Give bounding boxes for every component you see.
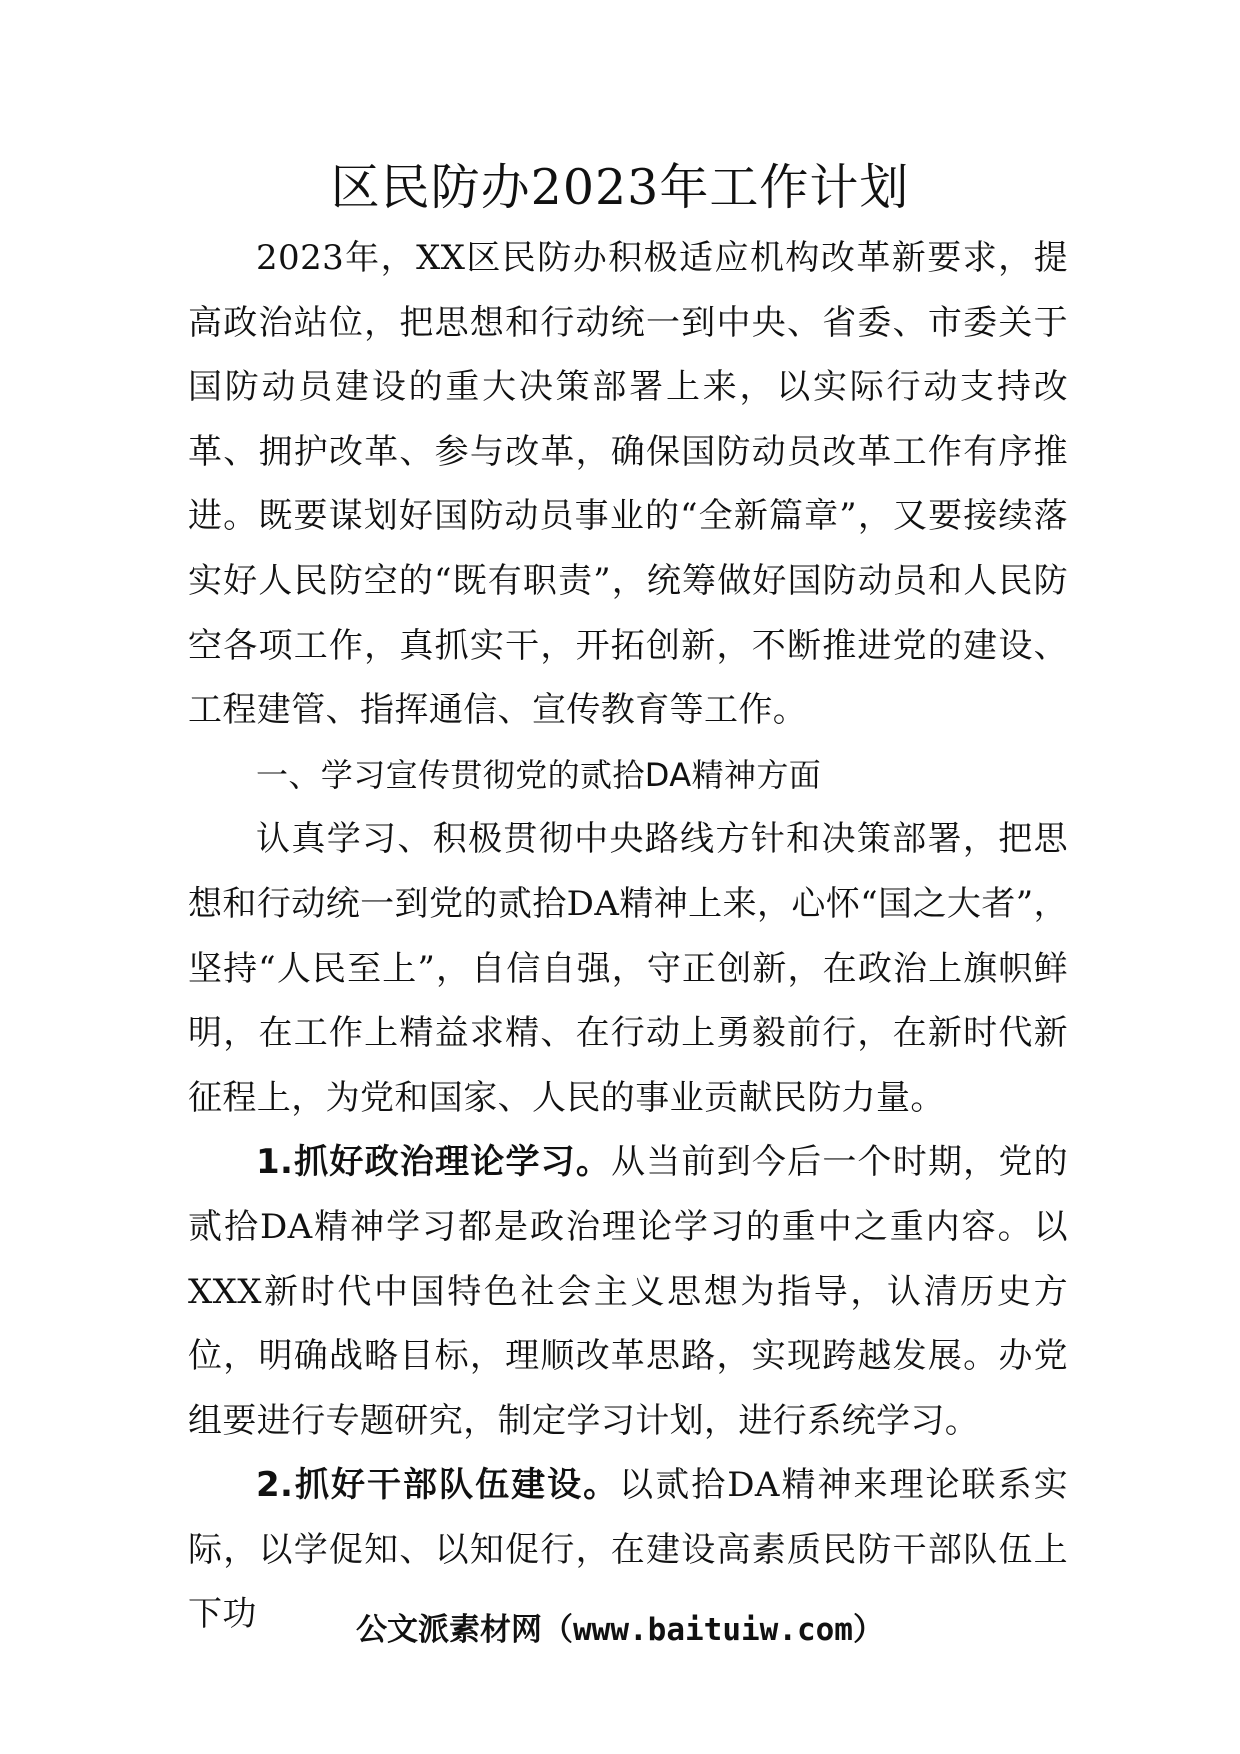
item-2-text: 以贰拾DA精神来理论联系实际，以学促知、以知促行，在建设高素质民防干部队伍上下功 [188,1465,1068,1635]
item-1-paragraph [188,1130,1068,1453]
item-2-lead: 2.抓好干部队伍建设。 [256,1465,620,1506]
section-1-heading: 一、学习宣传贯彻党的贰拾DA精神方面 [256,755,822,794]
footer-watermark: 公文派素材网（www.baituiw.com） [356,1612,884,1648]
item-1-lead: 1.抓好政治理论学习。 [256,1142,612,1183]
section-1-paragraph: 认真学习、积极贯彻中央路线方针和决策部署，把思想和行动统一到党的贰拾DA精神上来，心怀“国之大者”，坚持“人民至上”，自信自强，守正创新，在政治上旗帜鲜明，在工作上精益求精、在行动上勇毅前行，在新时代新征程上，为党和国家、人民的事业贡献民防力量。 [188,819,1068,1118]
intro-paragraph: 2023年，XX区民防办积极适应机构改革新要求，提高政治站位，把思想和行动统一到中央、省委、市委关于国防动员建设的重大决策部署上来，以实际行动支持改革、拥护改革、参与改革，确保国防动员改革工作有序推进。既要谋划好国防动员事业的“全新篇章”，又要接续落实好人民防空的“既有职责”，统筹做好国防动员和人民防空各项工作，真抓实干，开拓创新，不断推进党的建设、工程建管、指挥通信、宣传教育等工作。 [188,238,1068,731]
document-body [188,226,1068,1647]
item-1-text: 从当前到今后一个时期，党的贰拾DA精神学习都是政治理论学习的重中之重内容。以XXX新时代中国特色社会主义思想为指导，认清历史方位，明确战略目标，理顺改革思路，实现跨越发展。办党组要进行专题研究，制定学习计划，进行系统学习。 [188,1142,1068,1441]
document-title: 区民防办2023年工作计划 [330,159,910,216]
